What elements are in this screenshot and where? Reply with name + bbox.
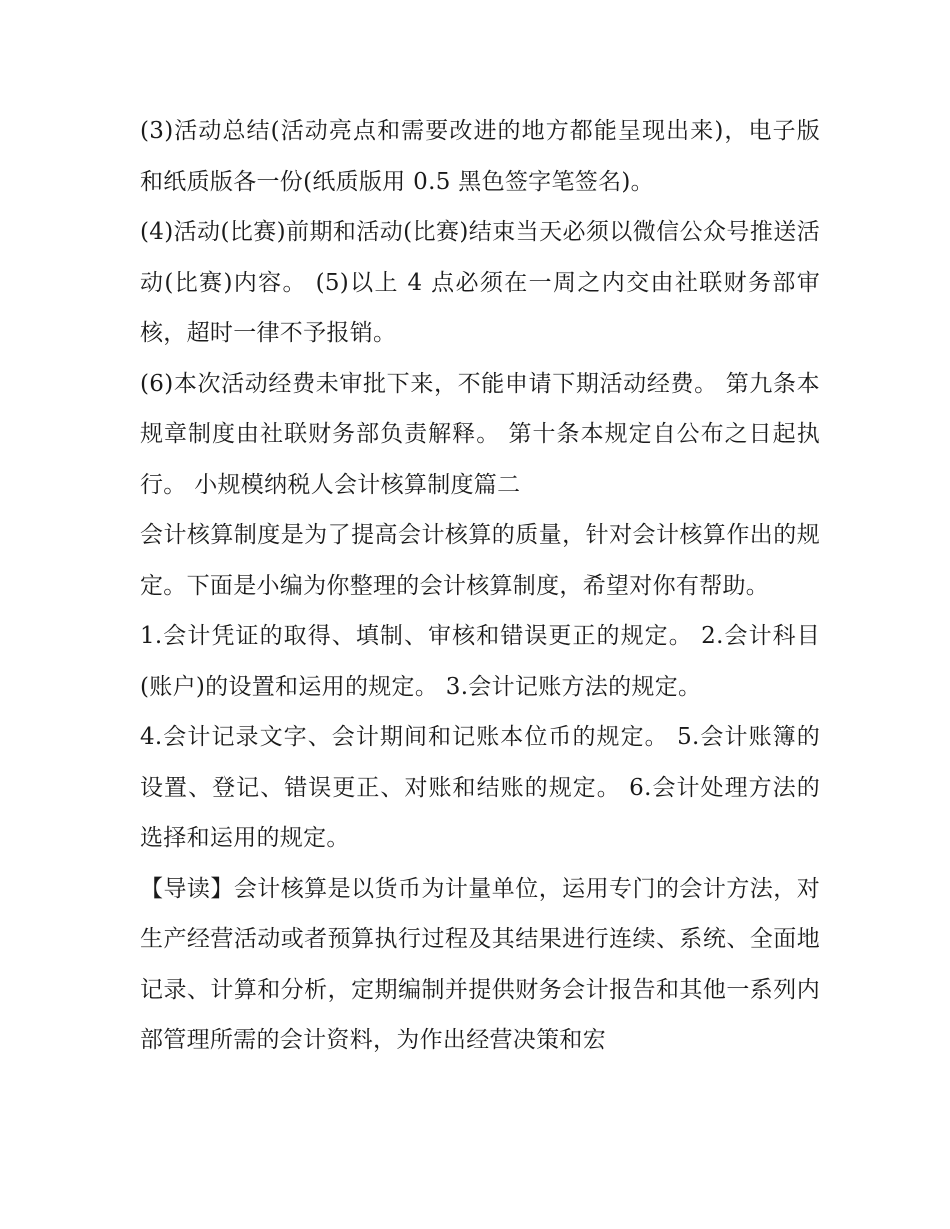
paragraph-wechat-push: (4)活动(比赛)前期和活动(比赛)结束当天必须以微信公众号推送活动(比赛)内容。 (5)以上 4 点必须在一周之内交由社联财务部审核，超时一律不予报销。 [140, 219, 820, 346]
paragraph-funding-rules: (6)本次活动经费未审批下来，不能申请下期活动经费。 第九条本规章制度由社联财务部负责解释。 第十条本规定自公布之日起执行。 小规模纳税人会计核算制度篇二 [140, 370, 820, 498]
paragraph-rules-1-3: 1.会计凭证的取得、填制、审核和错误更正的规定。 2.会计科目(账户)的设置和运用的规定。 3.会计记账方法的规定。 [140, 623, 820, 700]
paragraph-rules-4-6: 4.会计记录文字、会计期间和记账本位币的规定。 5.会计账簿的设置、登记、错误更正、对账和结账的规定。 6.会计处理方法的选择和运用的规定。 [140, 724, 820, 851]
document-body [140, 106, 820, 1066]
paragraph-activity-summary: (3)活动总结(活动亮点和需要改进的地方都能呈现出来)，电子版和纸质版各一份(纸质版用 0.5 黑色签字笔签名)。 [140, 118, 820, 195]
paragraph-accounting-intro: 会计核算制度是为了提高会计核算的质量，针对会计核算作出的规定。下面是小编为你整理的会计核算制度，希望对你有帮助。 [140, 522, 820, 599]
paragraph-guide: 【导读】会计核算是以货币为计量单位，运用专门的会计方法，对生产经营活动或者预算执行过程及其结果进行连续、系统、全面地记录、计算和分析，定期编制并提供财务会计报告和其他一系列内部管理所需的会计资料，为作出经营决策和宏 [140, 875, 820, 1053]
